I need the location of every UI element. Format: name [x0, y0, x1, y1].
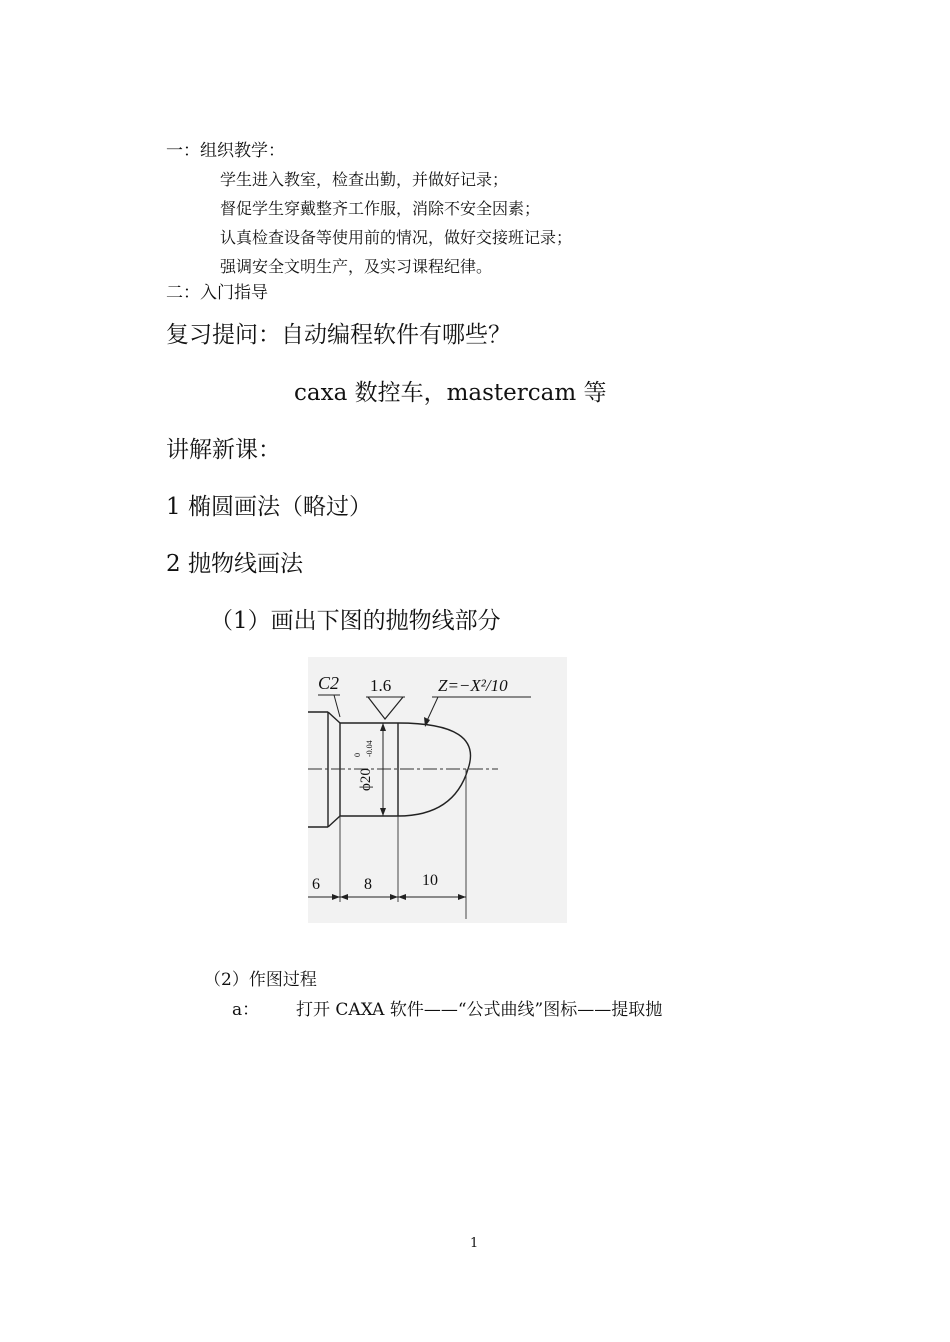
dimension-10: 10	[422, 872, 438, 889]
list-item: 强调安全文明生产，及实习课程纪律。	[220, 257, 493, 276]
topic-ellipse: 1 椭圆画法（略过）	[166, 494, 372, 520]
roughness-label: 1.6	[370, 676, 392, 695]
dimension-8: 8	[364, 876, 372, 893]
step-a-text: 打开 CAXA 软件——“公式曲线”图标——提取抛	[296, 1000, 663, 1020]
dimension-6: 6	[312, 876, 320, 893]
review-question: 复习提问：自动编程软件有哪些？	[166, 322, 511, 348]
parabola-part-drawing	[308, 657, 567, 923]
chamfer-label: C2	[318, 673, 340, 693]
diameter-label: ϕ20	[358, 768, 374, 791]
list-item: 督促学生穿戴整齐工作服，消除不安全因素；	[220, 199, 541, 218]
tolerance-lower: -0.04	[365, 740, 374, 757]
new-lesson-label: 讲解新课：	[166, 437, 281, 463]
review-answer: caxa 数控车，mastercam 等	[294, 380, 607, 406]
section1-heading: 一：组织教学：	[166, 141, 285, 161]
tolerance-upper: 0	[353, 753, 362, 757]
topic-parabola: 2 抛物线画法	[166, 551, 303, 577]
step-a-label: a：	[232, 1000, 260, 1020]
equation-label: Z=−X²/10	[438, 676, 508, 695]
step-1: （1）画出下图的抛物线部分	[210, 608, 501, 634]
page-number: 1	[470, 1236, 479, 1251]
list-item: 学生进入教室，检查出勤，并做好记录；	[220, 170, 509, 189]
list-item: 认真检查设备等使用前的情况，做好交接班记录；	[220, 228, 573, 247]
step-2: （2）作图过程	[204, 970, 317, 990]
section2-heading: 二：入门指导	[166, 283, 268, 303]
